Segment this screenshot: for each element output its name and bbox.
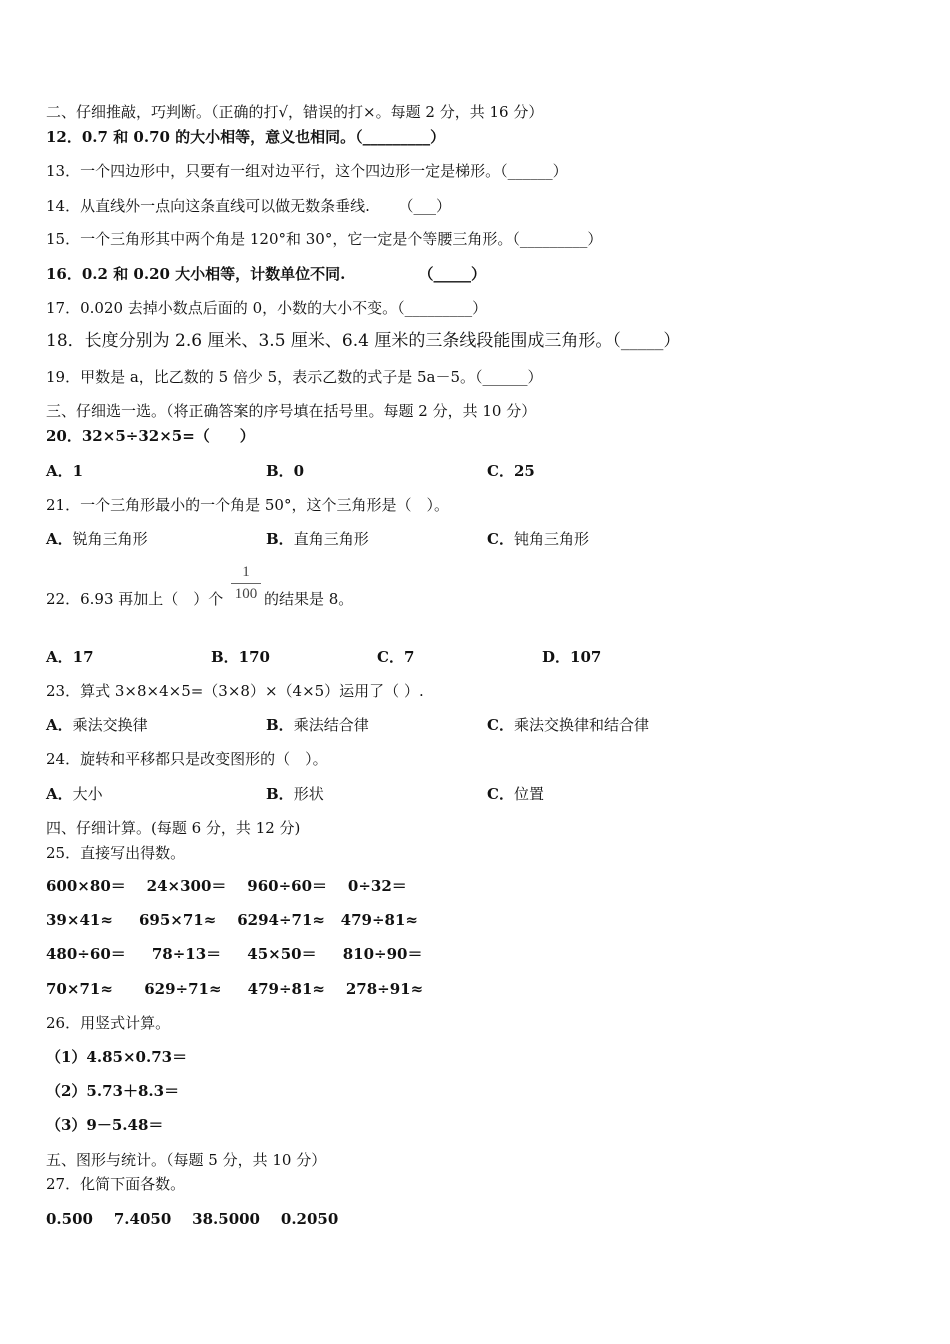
fraction-numerator: 1 (242, 564, 250, 580)
option-letter: A． (46, 716, 73, 734)
option-letter: C． (487, 716, 514, 734)
question-23-stem: 23．算式 3×8×4×5=（3×8）×（4×5）运用了（ ）. (46, 682, 424, 700)
question-18: 18．长度分别为 2.6 厘米、3.5 厘米、6.4 厘米的三条线段能围成三角形。（_____） (46, 331, 681, 351)
question-19: 19．甲数是 a，比乙数的 5 倍少 5，表示乙数的式子是 5a－5。（______） (46, 368, 543, 386)
vertical-calc-item: （2）5.73＋8.3＝ (46, 1082, 180, 1100)
question-23-option-c[interactable] (487, 716, 649, 734)
section3-heading: 三、仔细选一选。（将正确答案的序号填在括号里。每题 2 分，共 10 分） (46, 402, 537, 420)
question-14: 14．从直线外一点向这条直线可以做无数条垂线. （___） (46, 197, 451, 215)
question-26: 26．用竖式计算。 (46, 1014, 171, 1032)
fraction-bar (231, 583, 261, 584)
option-text: 乘法交换律和结合律 (513, 716, 649, 734)
question-16: 16．0.2 和 0.20 大小相等，计数单位不同. （_____） (46, 265, 487, 283)
option-text: 锐角三角形 (72, 530, 148, 548)
question-22-option-c[interactable]: C．7 (377, 648, 415, 666)
question-22-option-a[interactable]: A．17 (46, 648, 94, 666)
fraction-denominator: 100 (234, 586, 258, 602)
calc-row: 600×80＝ 24×300＝ 960÷60＝ 0÷32＝ (46, 877, 407, 895)
calc-row: 70×71≈ 629÷71≈ 479÷81≈ 278÷91≈ (46, 980, 424, 998)
question-13: 13．一个四边形中，只要有一组对边平行，这个四边形一定是梯形。（______） (46, 162, 568, 180)
question-27: 27．化简下面各数。 (46, 1175, 186, 1193)
question-22-option-b[interactable]: B．170 (211, 648, 270, 666)
question-24-option-b[interactable] (266, 785, 324, 803)
fraction-one-hundredth (231, 562, 261, 603)
calc-row: 480÷60＝ 78÷13＝ 45×50＝ 810÷90＝ (46, 945, 423, 963)
option-text: 形状 (293, 785, 324, 803)
question-22-stem-before: 22．6.93 再加上（ ）个 (46, 590, 224, 608)
question-20-option-c[interactable]: C．25 (487, 462, 535, 480)
option-letter: B． (266, 716, 294, 734)
question-21-stem: 21．一个三角形最小的一个角是 50°，这个三角形是（ ）。 (46, 496, 449, 514)
question-17: 17．0.020 去掉小数点后面的 0，小数的大小不变。（_________） (46, 299, 488, 317)
option-text: 乘法交换律 (72, 716, 148, 734)
option-text: 大小 (72, 785, 103, 803)
vertical-calc-item: （1）4.85×0.73＝ (46, 1048, 188, 1066)
question-24-option-c[interactable] (487, 785, 544, 803)
question-15: 15．一个三角形其中两个角是 120°和 30°，它一定是个等腰三角形。（_________） (46, 230, 603, 248)
question-21-option-a[interactable] (46, 530, 148, 548)
option-letter: A． (46, 785, 73, 803)
option-text: 乘法结合律 (293, 716, 369, 734)
option-letter: A． (46, 530, 73, 548)
question-20-option-b[interactable]: B．0 (266, 462, 305, 480)
question-20-option-a[interactable]: A．1 (46, 462, 84, 480)
option-letter: C． (487, 785, 514, 803)
question-20-stem: 20．32×5÷32×5=（ ） (46, 427, 255, 445)
question-21-option-b[interactable] (266, 530, 369, 548)
section4-heading: 四、仔细计算。(每题 6 分，共 12 分) (46, 819, 301, 837)
question-24-option-a[interactable] (46, 785, 103, 803)
option-text: 位置 (513, 785, 544, 803)
question-23-option-b[interactable] (266, 716, 369, 734)
simplify-numbers: 0.500 7.4050 38.5000 0.2050 (46, 1210, 339, 1228)
option-letter: C． (487, 530, 514, 548)
option-letter: B． (266, 785, 294, 803)
question-22-option-d[interactable]: D．107 (542, 648, 602, 666)
question-25: 25．直接写出得数。 (46, 844, 186, 862)
question-23-option-a[interactable] (46, 716, 148, 734)
question-12: 12．0.7 和 0.70 的大小相等，意义也相同。（_________） (46, 128, 446, 146)
option-text: 直角三角形 (293, 530, 369, 548)
option-letter: B． (266, 530, 294, 548)
section2-heading: 二、仔细推敲，巧判断。（正确的打√，错误的打×。每题 2 分，共 16 分） (46, 103, 544, 121)
question-21-option-c[interactable] (487, 530, 589, 548)
vertical-calc-item: （3）9－5.48＝ (46, 1116, 164, 1134)
question-22-stem-after: 的结果是 8。 (264, 590, 354, 608)
calc-row: 39×41≈ 695×71≈ 6294÷71≈ 479÷81≈ (46, 911, 418, 929)
question-24-stem: 24．旋转和平移都只是改变图形的（ ）。 (46, 750, 328, 768)
section5-heading: 五、图形与统计。（每题 5 分，共 10 分） (46, 1151, 327, 1169)
option-text: 钝角三角形 (513, 530, 589, 548)
